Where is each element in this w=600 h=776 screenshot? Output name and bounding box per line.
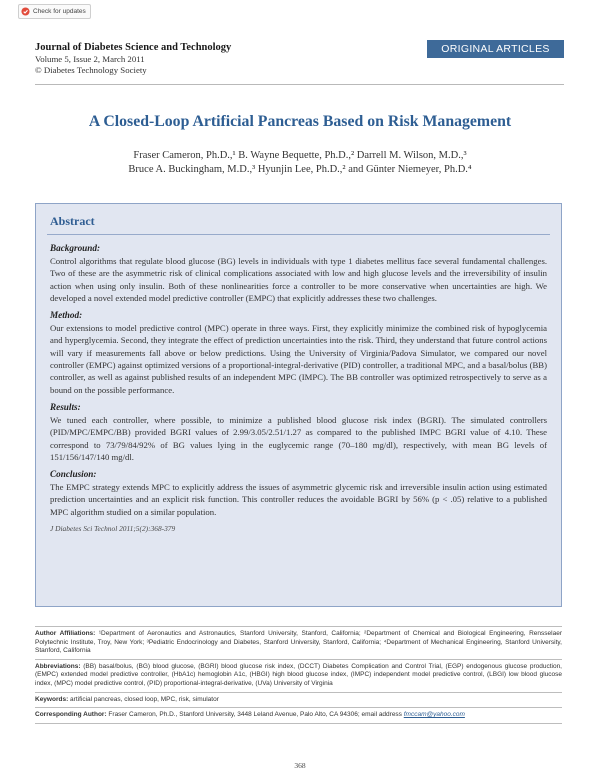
journal-name: Journal of Diabetes Science and Technology [35,42,232,53]
results-heading: Results: [50,401,81,412]
abbreviations-text: (BB) basal/bolus, (BG) blood glucose, (BGRI) blood glucose risk index, (DCCT) Diabetes Complication and Control Trial, (EGP) endogenous glucose production, (EMPC) extended model predictive controller, (HbA1c) hemoglobin A1c, (HBGI) high blood glucose index, (IMPC) independent model predictive control, (LBGI) low blood glucose index, (MPC) model predictive control, (PID) proportional-integral-derivative, (UVa) University of Virginia [35,662,562,687]
article-title: A Closed-Loop Artificial Pancreas Based on Risk Management [88,113,512,130]
check-updates-label: Check for updates [33,8,86,15]
abbreviations-label: Abbreviations: [35,662,81,670]
journal-info [35,42,231,77]
page-number: 368 [294,761,306,770]
background-text: Control algorithms that regulate blood glucose (BG) levels in individuals with type 1 diabetes mellitus face several fundamental challenges. Two of these are the asymmetric risk of clinical complications associated with low and high glucose levels and the irreversibility of insulin action when using only insulin. Both of these nonlinearities force a controller to be more conservative when uncertainties are high. We developed a novel extended model predictive controller (EMPC) that explicitly addresses these two challenges. [50,256,547,303]
check-updates-icon [21,7,30,16]
email-link[interactable]: fmccam@yahoo.com [403,711,465,719]
method-text: Our extensions to model predictive control (MPC) operate in three ways. First, they explicitly minimize the combined risk of hypoglycemia and hyperglycemia. Second, they integrate the effect of prediction uncertainties into the risk. Third, they understand that future control actions will vary if measurements fall above or below predictions. Using the University of Virginia/Padova Simulator, we compared our novel controller (EMPC) against optimized versions of a proportional-integral-derivative (PID) controller, a traditional MPC, and a basal/bolus (BB) controller, as well as against published results of an independent MPC (IMPC). The BB controller was optimized retrospectively to serve as a bound on the possible performance. [50,323,547,395]
article-type-banner: ORIGINAL ARTICLES [427,40,564,58]
affiliations-text: ¹Department of Aeronautics and Astronautics, Stanford University, Stanford, California; ²Department of Chemical and Biological Engineering, Rensselaer Polytechnic Institute, Troy, New York; ³Pediatric Endocrinology and Diabetes, Stanford University, Stanford, California; ⁴Department of Mechanical Engineering, Stanford University, Stanford, California [35,630,562,655]
keywords-label: Keywords: [35,695,69,703]
citation: J Diabetes Sci Technol 2011;5(2):368-379 [50,524,176,534]
author-affiliations [35,627,562,659]
author-line-1: Fraser Cameron, Ph.D.,¹ B. Wayne Bequette, Ph.D.,² Darrell M. Wilson, M.D.,³ [133,150,467,161]
corresponding-text: Fraser Cameron, Ph.D., Stanford University, 3448 Leland Avenue, Palo Alto, CA 94306; email address [106,711,404,719]
corresponding-author [35,708,562,723]
affiliations-label: Author Affiliations: [35,630,96,637]
abbreviations [35,660,562,692]
conclusion-heading: Conclusion: [50,469,97,480]
journal-copyright: © Diabetes Technology Society [35,65,147,75]
journal-volume: Volume 5, Issue 2, March 2011 [35,53,145,64]
keywords-text: artificial pancreas, closed loop, MPC, risk, simulator [68,695,219,703]
author-line-2: Bruce A. Buckingham, M.D.,³ Hyunjin Lee, Ph.D.,² and Günter Niemeyer, Ph.D.⁴ [128,164,472,175]
conclusion-text: The EMPC strategy extends MPC to explicitly address the issues of asymmetric glycemic risk and irreversible insulin action using estimated prediction uncertainties and an explicit risk function. This controller reduces the avoidable BGRI by 56% (p < .05) relative to a published MPC algorithm studied on a similar population. [50,482,547,517]
background-heading: Background: [50,243,101,253]
results-text: We tuned each controller, where possible, to minimize a published blood glucose risk index (BGRI). The simulated controllers (PID/MPC/EMPC/BB) provided BGRI values of 2.99/3.05/2.51/1.27 as compared to the published IMPC BGRI value of 4.10. These correspond to 73/79/84/92% of BG values lying in the euglycemic range (70–180 mg/dl), respectively, with mean BG levels of 151/156/147/140 mg/dl. [50,414,547,462]
abstract-heading: Abstract [50,214,95,228]
abstract-divider [47,234,550,235]
keywords [35,693,562,708]
footer-notes [35,626,562,724]
author-list [60,149,540,177]
method-heading: Method: [50,310,83,321]
footer-divider [35,723,562,724]
header-divider [35,84,564,85]
corresponding-label: Corresponding Author: [35,711,107,719]
check-for-updates-badge[interactable] [18,4,91,19]
abstract-box [35,203,562,607]
